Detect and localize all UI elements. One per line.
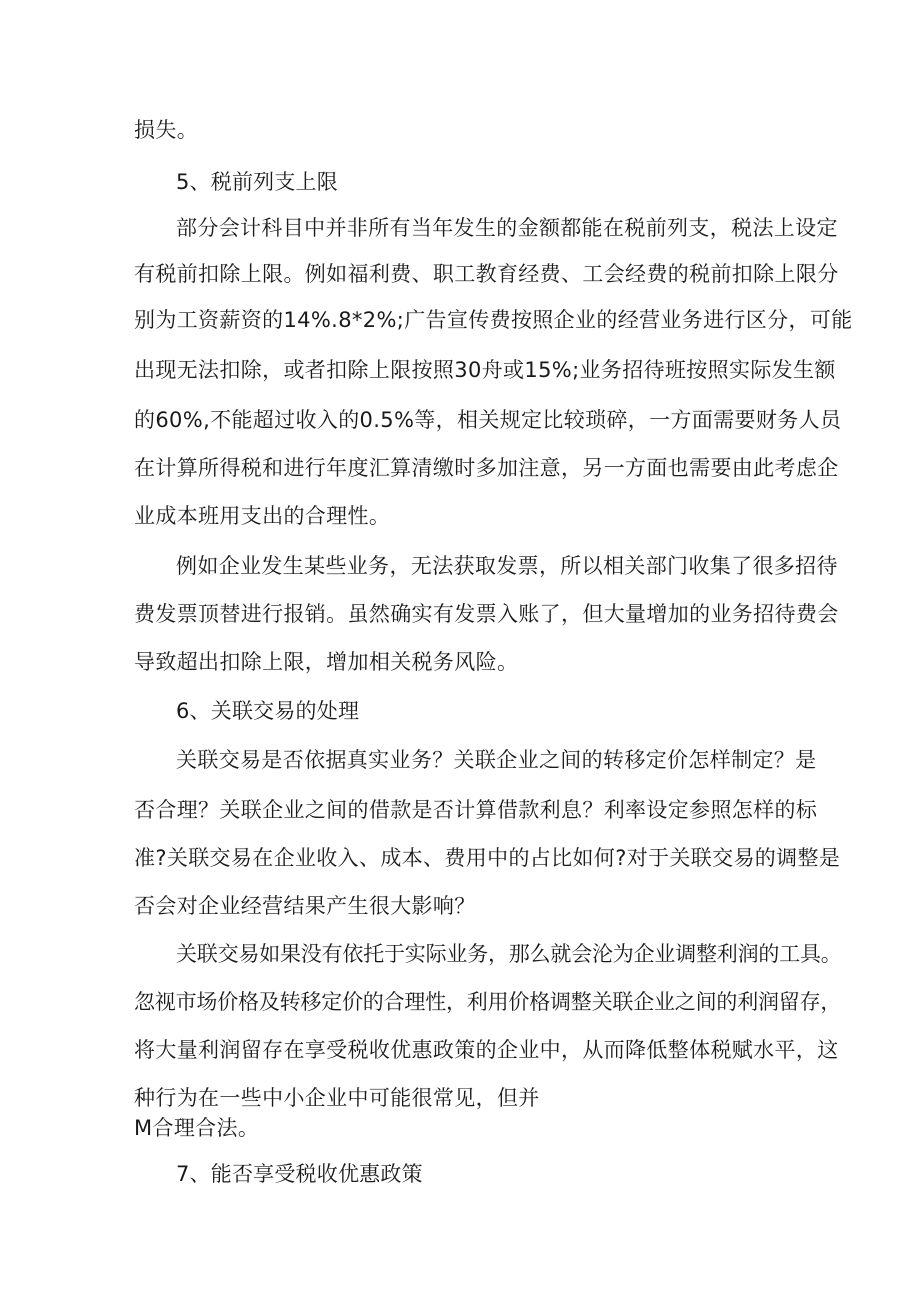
paragraph-line: M合理合法。: [134, 1116, 260, 1140]
paragraph-line: 有税前扣除上限。例如福利费、职工教育经费、工会经费的税前扣除上限分: [134, 262, 839, 286]
paragraph-line: 准?关联交易在企业收入、成本、费用中的占比如何?对于关联交易的调整是: [134, 846, 841, 870]
paragraph-line: 否会对企业经营结果产生很大影响？: [134, 894, 476, 918]
paragraph-line: 业成本班用支出的合理性。: [134, 504, 391, 528]
paragraph-line: 出现无法扣除，或者扣除上限按照30舟或15%;业务招待班按照实际发生额: [134, 358, 836, 382]
paragraph-line: 种行为在一些中小企业中可能很常见，但并: [134, 1086, 540, 1110]
paragraph-line: 否合理？关联企业之间的借款是否计算借款利息？利率设定参照怎样的标: [134, 798, 818, 822]
paragraph-line: 费发票顶替进行报销。虽然确实有发票入账了，但大量增加的业务招待费会: [134, 602, 839, 626]
paragraph-line: 导致超出扣除上限，增加相关税务风险。: [134, 650, 519, 674]
paragraph-line: 例如企业发生某些业务，无法获取发票，所以相关部门收集了很多招待: [176, 554, 838, 578]
paragraph-line: 将大量利润留存在享受税收优惠政策的企业中，从而降低整体税赋水平，这: [134, 1038, 839, 1062]
section-heading: 5、税前列支上限: [176, 170, 338, 194]
paragraph-line: 的60%,不能超过收入的0.5%等，相关规定比较琐碎，一方面需要财务人员: [134, 408, 842, 432]
paragraph-line: 关联交易是否依据真实业务？关联企业之间的转移定价怎样制定？是: [176, 748, 817, 772]
paragraph-line: 别为工资薪资的14%.8*2%;广告宣传费按照企业的经营业务进行区分，可能: [134, 308, 853, 332]
paragraph-line: 在计算所得税和进行年度汇算清缴时多加注意，另一方面也需要由此考虑企: [134, 456, 839, 480]
paragraph-line: 关联交易如果没有依托于实际业务，那么就会沦为企业调整利润的工具。: [176, 942, 842, 966]
text-line: 损失。: [134, 118, 199, 142]
paragraph-line: 忽视市场价格及转移定价的合理性，利用价格调整关联企业之间的利润留存，: [134, 990, 842, 1014]
section-heading: 6、关联交易的处理: [176, 699, 360, 723]
section-heading: 7、能否享受税收优惠政策: [176, 1162, 423, 1186]
paragraph-line: 部分会计科目中并非所有当年发生的金额都能在税前列支，税法上设定: [176, 216, 838, 240]
